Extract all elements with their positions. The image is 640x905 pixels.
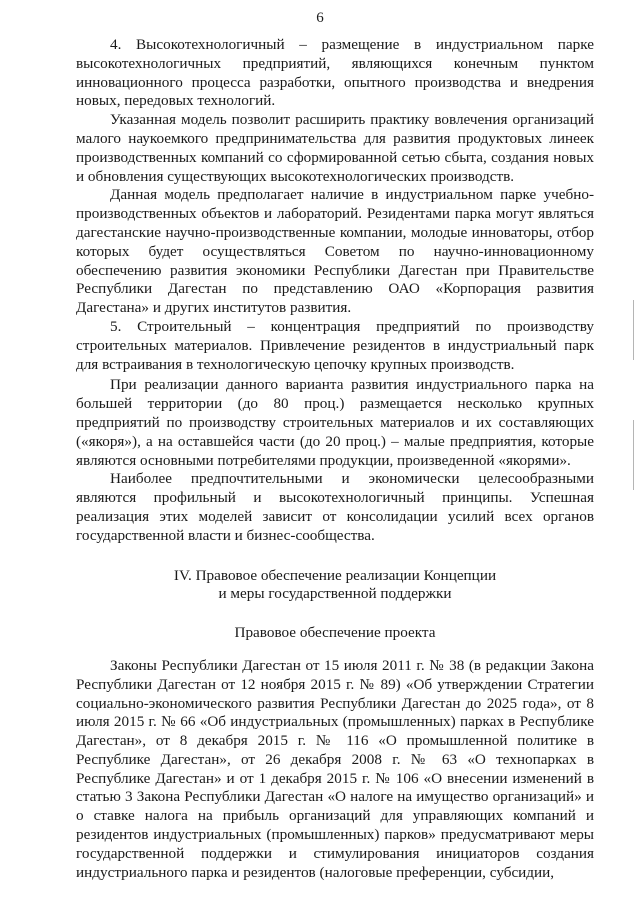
section-heading — [76, 567, 594, 605]
page-number: 6 — [316, 10, 324, 26]
section-heading-line-2: и меры государственной поддержки — [218, 585, 452, 603]
paragraph-model-high-tech: 4. Высокотехнологичный – размещение в индустриальном парке высокотехнологичных предприятий, являющихся конечным пунктом инновационного процесса разработки, опытного производства и внедрения новых, передовых технологий. — [76, 36, 594, 110]
paragraph-laws: Законы Республики Дагестан от 15 июля 2011 г. № 38 (в редакции Закона Республики Дагестан от 12 ноября 2015 г. № 89) «Об утверждении Стратегии социально-экономического развития Республики Дагестан до 2025 года», от 8 июля 2015 г. № 66 «Об индустриальных (промышленных) парках в Республике Дагестан», от 8 декабря 2015 г. № 116 «О промышленной политике в Республике Дагестан», от 26 декабря 2008 г. № 63 «О технопарках в Республике Дагестан» и от 1 декабря 2015 г. № 106 «О внесении изменений в статью 3 Закона Республики Дагестан «О налоге на имущество организаций» и о ставке налога на прибыль организаций для управляющих компаний и резидентов индустриальных (промышленных) парков» предусматривают меры государственной поддержки и стимулирования инициаторов создания индустриального парка и резидентов (налоговые преференции, субсидии, — [76, 656, 594, 881]
scan-edge-mark — [633, 420, 634, 490]
section-heading-line-1: IV. Правовое обеспечение реализации Концепции — [173, 566, 497, 584]
scan-edge-mark — [633, 300, 634, 360]
paragraph-variant-realization: При реализации данного варианта развития индустриального парка на большей территории (до 80 проц.) размещается несколько крупных предприятий по производству строительных материалов и их составляющих («якоря»), а на оставшейся части (до 20 проц.) – малые предприятия, которые являются основными потребителями продукции, произведенной «якорями». — [76, 376, 594, 469]
paragraph-model-expansion: Указанная модель позволит расширить практику вовлечения организаций малого наукоемкого предпринимательства для развития продуктовых линеек производственных компаний со сформированной сетью сбыта, создания новых и обновления существующих высокотехнологических производств. — [76, 111, 594, 185]
paragraph-preferred-principles: Наиболее предпочтительными и экономически целесообразными являются профильный и высокотехнологичный принципы. Успешная реализация этих моделей зависит от консолидации усилий всех органов государственной власти и бизнес-сообщества. — [76, 470, 594, 544]
paragraph-model-requirements: Данная модель предполагает наличие в индустриальном парке учебно-производственных объектов и лабораторий. Резидентами парка могут являться дагестанские научно-производственные компании, молодые инноваторы, отбор которых будет осуществляться Советом по научно-инновационному обеспечению развития экономики Республики Дагестан при Правительстве Республики Дагестан по представлению ОАО «Корпорация развития Дагестана» и других институтов развития. — [76, 186, 594, 317]
paragraph-model-construction: 5. Строительный – концентрация предприятий по производству строительных материалов. Привлечение резидентов в индустриальный парк для встраивания в технологическую цепочку крупных производств. — [76, 317, 594, 373]
document-body — [76, 36, 594, 882]
subsection-heading: Правовое обеспечение проекта — [234, 624, 436, 642]
